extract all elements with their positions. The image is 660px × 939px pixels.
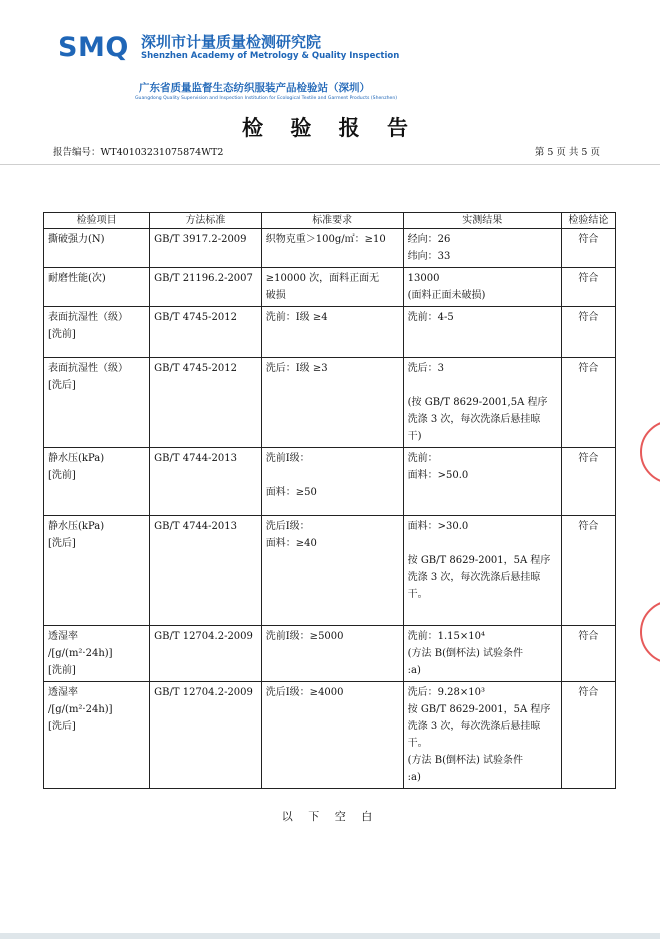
res-line: 洗前：1.15×10⁴ <box>407 631 486 642</box>
item-line: /[g/(m²·24h)] <box>48 704 113 715</box>
req-line: 破损 <box>265 290 286 301</box>
cell-method-standard: GB/T 12704.2-2009 <box>150 626 262 682</box>
cell-test-item <box>44 229 150 268</box>
cell-conclusion: 符合 <box>561 448 615 516</box>
table-row <box>44 626 616 682</box>
cell-test-item <box>44 268 150 307</box>
cell-method-standard: GB/T 4744-2013 <box>150 448 262 516</box>
header-test-item: 检验项目 <box>44 213 150 229</box>
header-method-standard: 方法标准 <box>150 213 262 229</box>
item-line: [洗前] <box>48 329 76 340</box>
cell-test-item <box>44 626 150 682</box>
cell-conclusion: 符合 <box>561 516 615 626</box>
table-row <box>44 516 616 626</box>
viewer-bottom-bar <box>0 933 660 939</box>
table-row <box>44 307 616 358</box>
cell-result <box>403 307 561 358</box>
cell-requirement <box>261 682 403 789</box>
institute-name-en: Shenzhen Academy of Metrology & Quality Inspection <box>141 51 400 61</box>
cell-requirement <box>261 358 403 448</box>
req-line: ≥10000 次，面料正面无 <box>265 273 380 284</box>
red-seal-stamp <box>640 600 660 664</box>
cell-result <box>403 229 561 268</box>
cell-method-standard: GB/T 3917.2-2009 <box>150 229 262 268</box>
table-header-row <box>44 213 616 229</box>
req-line: 洗后Ⅰ级： <box>265 521 310 532</box>
table-row <box>44 448 616 516</box>
cell-result <box>403 358 561 448</box>
smq-logo-mark: SMQ <box>58 32 129 63</box>
item-line: 耐磨性能(次) <box>48 273 106 284</box>
item-line: 静水压(kPa) <box>48 521 105 532</box>
item-line: [洗前] <box>48 665 76 676</box>
cell-test-item <box>44 448 150 516</box>
item-line: 静水压(kPa) <box>48 453 105 464</box>
cell-result <box>403 448 561 516</box>
page-number: 第 5 页 共 5 页 <box>534 147 600 158</box>
res-line: 洗后：9.28×10³ <box>407 687 486 698</box>
res-line <box>408 377 557 394</box>
res-line: 按 GB/T 8629-2001，5A 程序 <box>407 555 551 566</box>
res-line: 洗前：4-5 <box>407 312 454 323</box>
res-line: 洗后：3 <box>407 363 445 374</box>
cell-conclusion: 符合 <box>561 307 615 358</box>
res-line: 干。 <box>407 738 428 749</box>
cell-method-standard: GB/T 21196.2-2007 <box>150 268 262 307</box>
cell-method-standard: GB/T 4744-2013 <box>150 516 262 626</box>
table-row <box>44 358 616 448</box>
cell-test-item <box>44 307 150 358</box>
item-line: [洗后] <box>48 721 76 732</box>
res-line: 13000 <box>407 273 440 284</box>
table-row <box>44 268 616 307</box>
req-line: 织物克重＞100g/㎡：≥10 <box>265 234 386 245</box>
item-line: [洗后] <box>48 538 76 549</box>
institute-name-cn: 深圳市计量质量检测研究院 <box>141 33 322 51</box>
res-line: 干。 <box>407 589 428 600</box>
res-line: 经向：26 <box>407 234 451 245</box>
item-line: 表面抗湿性（级） <box>48 363 128 374</box>
header-requirement: 标准要求 <box>261 213 403 229</box>
req-line: 面料：≥40 <box>265 538 317 549</box>
cell-test-item <box>44 358 150 448</box>
res-line: :a) <box>407 772 421 783</box>
cell-method-standard: GB/T 4745-2012 <box>150 307 262 358</box>
req-line: 洗前Ⅰ级：≥5000 <box>265 631 344 642</box>
station-name-en: Guangdong Quality Supervision and Inspection Institution for Ecological Textile and Garment Products (Shenzhen) <box>135 96 398 101</box>
res-line: 洗涤 3 次，每次洗涤后悬挂晾 <box>407 721 541 732</box>
cell-result <box>403 626 561 682</box>
header-divider <box>0 164 660 165</box>
req-line: 洗前Ⅰ级： <box>265 453 310 464</box>
res-line: 面料：>30.0 <box>407 521 469 532</box>
res-line: :a) <box>407 665 421 676</box>
cell-conclusion: 符合 <box>561 682 615 789</box>
req-line <box>266 467 399 484</box>
cell-requirement <box>261 626 403 682</box>
cell-test-item <box>44 682 150 789</box>
station-name-cn: 广东省质量监督生态纺织服装产品检验站（深圳） <box>139 82 370 94</box>
res-line: 面料：>50.0 <box>407 470 469 481</box>
cell-conclusion: 符合 <box>561 229 615 268</box>
end-of-report-note: 以 下 空 白 <box>281 810 379 823</box>
item-line: 表面抗湿性（级） <box>48 312 128 323</box>
cell-requirement <box>261 516 403 626</box>
res-line <box>408 535 557 552</box>
cell-conclusion: 符合 <box>561 268 615 307</box>
header-conclusion: 检验结论 <box>561 213 615 229</box>
cell-requirement <box>261 448 403 516</box>
cell-test-item <box>44 516 150 626</box>
table-row <box>44 229 616 268</box>
res-line: 干) <box>407 431 422 442</box>
item-line: /[g/(m²·24h)] <box>48 648 113 659</box>
cell-result <box>403 516 561 626</box>
cell-result <box>403 682 561 789</box>
cell-requirement <box>261 268 403 307</box>
header-result: 实测结果 <box>403 213 561 229</box>
report-number: 报告编号：WT40103231075874WT2 <box>53 147 224 158</box>
cell-requirement <box>261 307 403 358</box>
cell-method-standard: GB/T 4745-2012 <box>150 358 262 448</box>
res-line: (面料正面未破损) <box>407 290 486 301</box>
res-line: (按 GB/T 8629-2001,5A 程序 <box>407 397 548 408</box>
table-body <box>44 229 616 789</box>
cell-requirement <box>261 229 403 268</box>
table-row <box>44 682 616 789</box>
res-line: 洗涤 3 次，每次洗涤后悬挂晾 <box>407 414 541 425</box>
res-line: 洗涤 3 次，每次洗涤后悬挂晾 <box>407 572 541 583</box>
req-line: 洗后：Ⅰ级 ≥3 <box>265 363 328 374</box>
item-line: [洗前] <box>48 470 76 481</box>
cell-conclusion: 符合 <box>561 626 615 682</box>
item-line: 撕破强力(N) <box>48 234 105 245</box>
res-line: 洗前： <box>407 453 438 464</box>
red-seal-stamp <box>640 420 660 484</box>
cell-result <box>403 268 561 307</box>
test-results-table <box>43 212 616 789</box>
item-line: [洗后] <box>48 380 76 391</box>
res-line: (方法 B(倒杯法) 试验条件 <box>407 755 524 766</box>
cell-method-standard: GB/T 12704.2-2009 <box>150 682 262 789</box>
item-line: 透湿率 <box>48 687 78 698</box>
req-line: 洗后Ⅰ级：≥4000 <box>265 687 344 698</box>
req-line: 洗前：Ⅰ级 ≥4 <box>265 312 328 323</box>
cell-conclusion: 符合 <box>561 358 615 448</box>
res-line: (方法 B(倒杯法) 试验条件 <box>407 648 524 659</box>
res-line: 按 GB/T 8629-2001，5A 程序 <box>407 704 551 715</box>
req-line: 面料：≥50 <box>265 487 317 498</box>
res-line: 纬向：33 <box>407 251 451 262</box>
item-line: 透湿率 <box>48 631 78 642</box>
report-title: 检 验 报 告 <box>242 115 418 140</box>
